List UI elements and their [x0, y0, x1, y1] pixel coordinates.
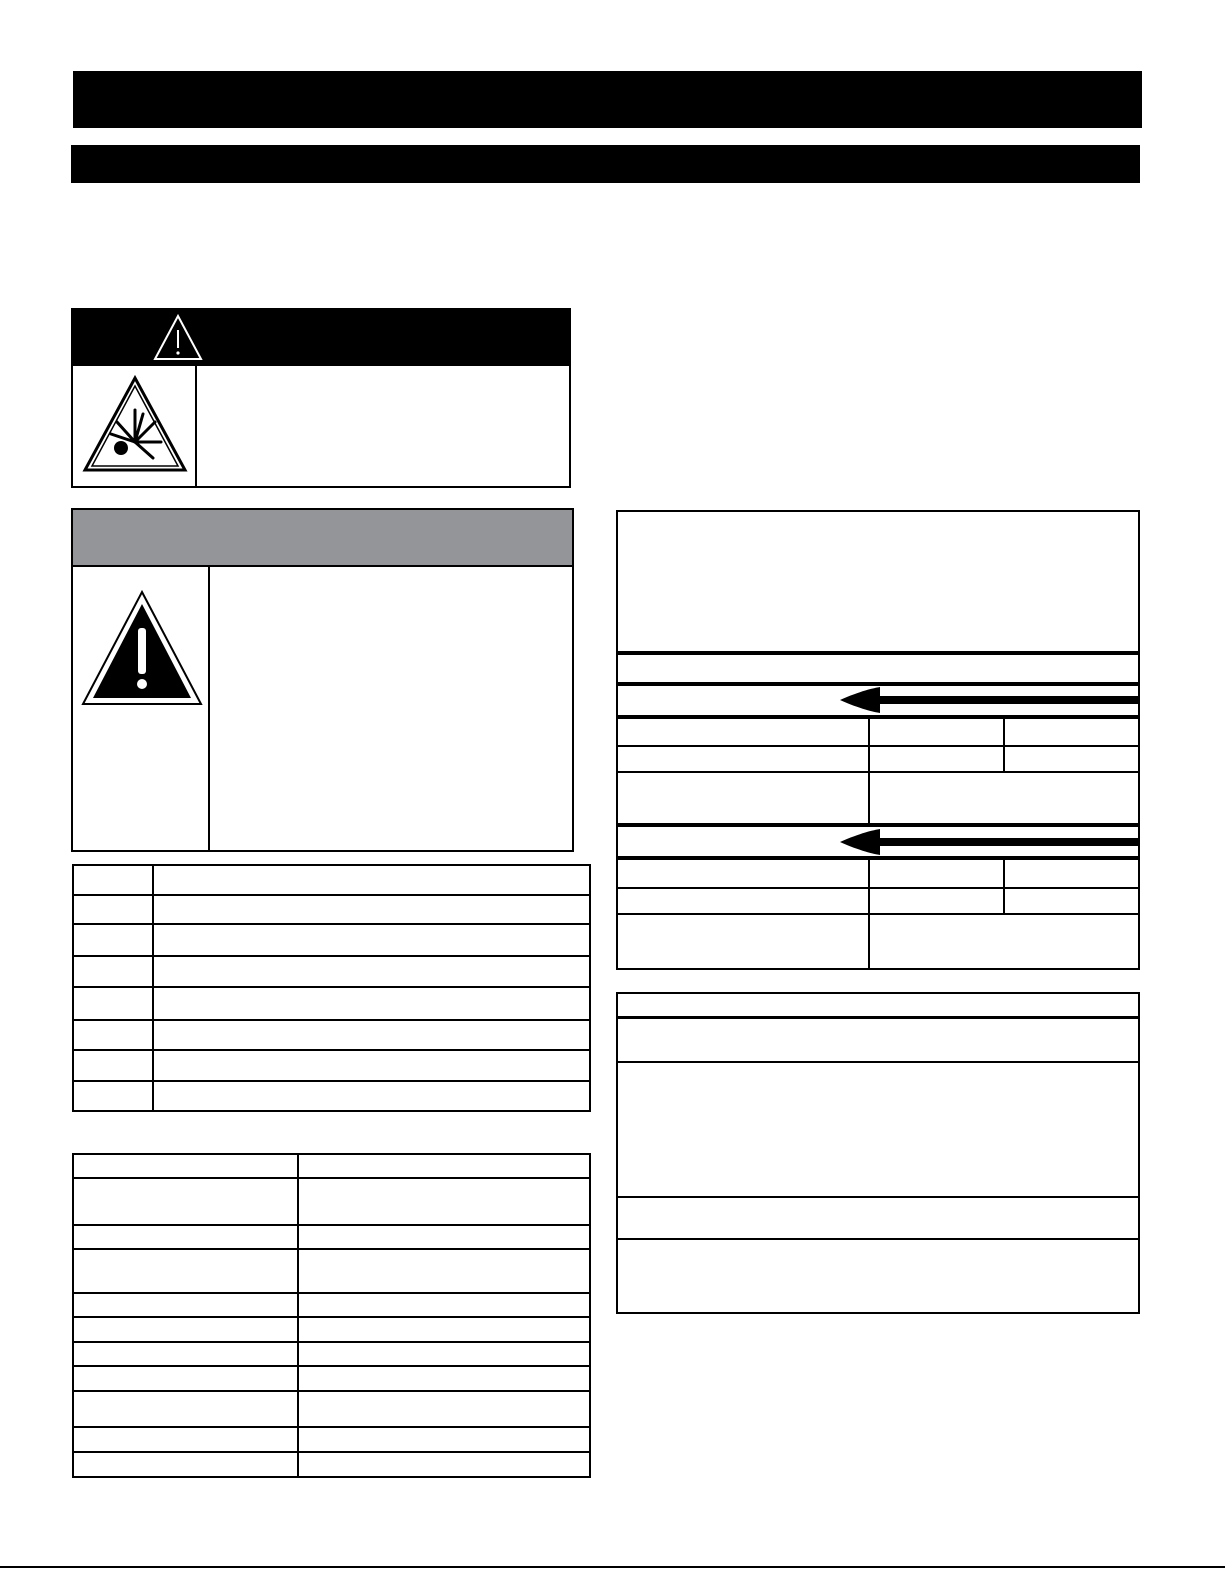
table-row [73, 1342, 590, 1366]
separator [618, 856, 1138, 860]
table-row [73, 1050, 590, 1081]
col-line [1003, 719, 1005, 773]
warning-divider [195, 366, 197, 486]
col-line [868, 860, 870, 968]
footer-rule [0, 1566, 1225, 1568]
separator [618, 651, 1138, 655]
row-line [618, 771, 1138, 773]
table-row [73, 1225, 590, 1249]
table-row [73, 1020, 590, 1050]
table-row [73, 956, 590, 987]
warning-box [71, 308, 571, 488]
left-arrow-icon [840, 687, 1138, 713]
alert-triangle-outline-icon [152, 313, 204, 361]
row-line [618, 1061, 1138, 1063]
table-row [73, 1249, 590, 1293]
flow-panel [616, 510, 1140, 970]
table-row [73, 1427, 590, 1452]
left-arrow-icon [840, 829, 1138, 855]
explosion-hazard-icon [81, 374, 189, 474]
table-row [73, 1178, 590, 1225]
separator [618, 823, 1138, 827]
caution-header [73, 510, 572, 567]
table-row [73, 1452, 590, 1477]
table-row [73, 987, 590, 1020]
row-line [618, 887, 1138, 889]
caution-divider [208, 567, 210, 850]
table-row [73, 1317, 590, 1342]
table-row [73, 924, 590, 956]
table-row [73, 1081, 590, 1111]
table-row [73, 1366, 590, 1391]
col-line [868, 719, 870, 823]
separator [618, 715, 1138, 719]
table-row [73, 1293, 590, 1317]
table-row [73, 1154, 590, 1178]
spec-table [72, 1153, 591, 1478]
exclamation-triangle-icon [79, 588, 205, 708]
notes-table [616, 992, 1140, 1314]
table-row [73, 895, 590, 924]
subtitle-bar [71, 145, 1140, 183]
caution-box [71, 508, 574, 852]
separator [618, 682, 1138, 686]
header-underline [618, 1016, 1138, 1019]
table-row [73, 1391, 590, 1427]
table-row [73, 865, 590, 895]
row-line [618, 745, 1138, 747]
row-line [618, 1238, 1138, 1240]
title-bar [73, 71, 1142, 128]
warning-text [209, 374, 559, 474]
parts-table [72, 864, 591, 1112]
caution-text [221, 580, 561, 840]
col-line [1003, 860, 1005, 915]
warning-header [73, 310, 569, 366]
row-line [618, 1196, 1138, 1198]
row-line [618, 913, 1138, 915]
